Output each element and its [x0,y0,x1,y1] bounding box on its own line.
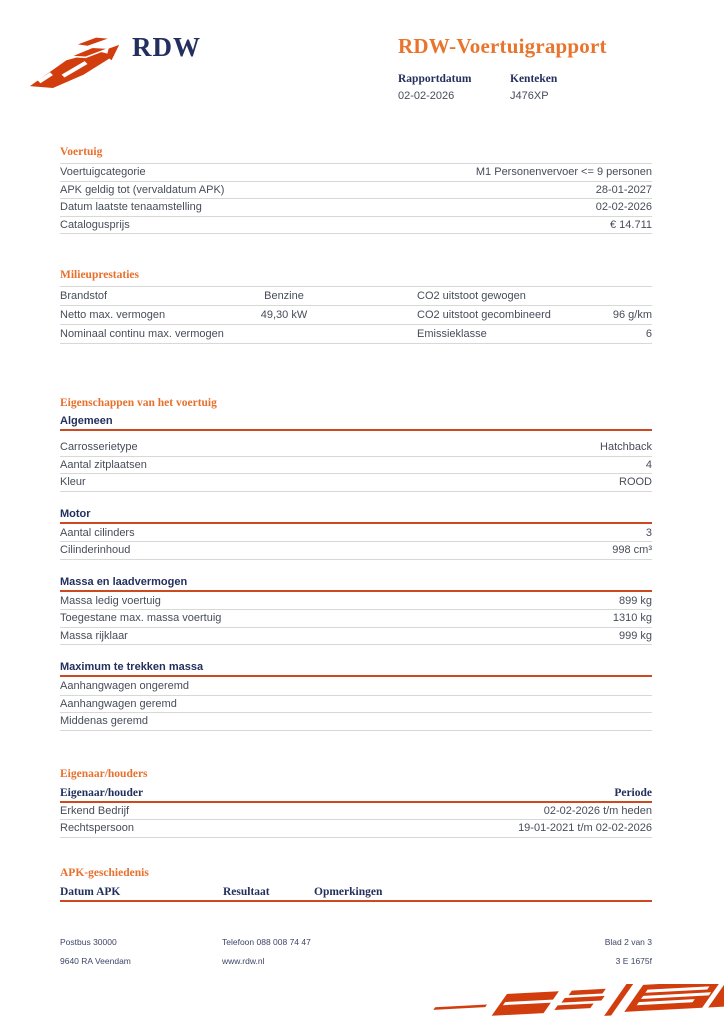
row-value: M1 Personenvervoer <= 9 personen [475,166,652,179]
row-value: 3 [645,526,652,539]
section-title-eigenaar: Eigenaar/houders [60,767,148,780]
row-label: Nominaal continu max. vermogen [60,328,224,340]
row-label: Carrosserietype [60,441,138,454]
milieu-left-cell [60,290,417,302]
report-meta [398,73,622,102]
row-value: 999 kg [618,629,652,642]
footer-page-number: Blad 2 van 3 [604,936,652,947]
row-label: CO2 uitstoot gecombineerd [417,309,551,321]
section-eigenschappen [60,396,652,731]
voertuig-table [60,163,652,234]
milieu-right-cell [417,290,652,302]
table-row [60,287,652,306]
milieu-left-cell [60,309,417,321]
subsection-title: Motor [60,507,91,520]
orange-rule [60,675,652,677]
milieu-table [60,286,652,344]
rdw-stripes-art-icon [404,984,724,1024]
algemeen-table [60,439,652,492]
header-right-block [398,34,622,102]
trekken-massa-table [60,678,652,731]
report-content [60,145,652,902]
row-value: Benzine [264,290,304,302]
subsection-title: Algemeen [60,415,113,427]
footer-postbus: Postbus 30000 [60,936,117,947]
row-label: Aanhangwagen geremd [60,697,177,710]
table-row [60,803,652,821]
table-row [60,217,652,235]
row-label: Netto max. vermogen [60,309,166,321]
subsection-massa [60,576,652,646]
row-label: CO2 uitstoot gewogen [417,290,526,302]
table-row [60,678,652,696]
row-value: 1310 kg [612,612,652,625]
column-header-eigenaar: Eigenaar/houder [60,786,144,799]
subsection-title: Maximum te trekken massa [60,661,204,673]
table-row [60,306,652,325]
license-plate-block [510,73,622,102]
table-row [60,182,652,200]
orange-rule [60,590,652,592]
row-value: 02-02-2026 t/m heden [543,804,652,817]
table-row [60,593,652,611]
report-date-value: 02-02-2026 [398,90,455,102]
row-value: Hatchback [600,441,652,454]
table-row [60,325,652,344]
section-eigenaar [60,767,652,838]
milieu-right-cell [417,309,652,321]
row-value: 49,30 kW [260,309,308,321]
table-row [60,713,652,731]
page-footer [60,932,652,970]
page-title: RDW-Voertuigrapport [398,34,607,58]
table-row [60,457,652,475]
footer-row [60,932,652,951]
row-label: Emissieklasse [417,328,487,340]
row-value: 19-01-2021 t/m 02-02-2026 [518,822,652,835]
row-value: 6 [645,328,652,340]
column-header-resultaat: Resultaat [223,885,270,898]
row-label: Kleur [60,476,86,489]
section-title-eigenschappen: Eigenschappen van het voertuig [60,397,217,409]
column-header-opmerkingen: Opmerkingen [314,885,383,898]
row-label: Massa rijklaar [60,629,128,642]
footer-doc-code: 3 E 1675f [615,955,652,966]
table-row [60,199,652,217]
table-row [60,610,652,628]
column-header-datum-apk: Datum APK [60,885,121,898]
report-date-block [398,73,510,102]
report-header [0,0,724,145]
license-plate-value: J476XP [510,90,549,102]
footer-phone: Telefoon 088 008 74 47 [222,936,311,947]
row-label: Brandstof [60,290,108,302]
table-row [60,439,652,457]
section-title-milieuprestaties: Milieuprestaties [60,269,139,281]
row-value: 28-01-2027 [595,183,652,196]
row-label: Cilinderinhoud [60,544,131,557]
milieu-right-cell [417,328,652,340]
motor-table [60,525,652,560]
footer-row [60,951,652,970]
row-label: Massa ledig voertuig [60,594,161,607]
table-row [60,820,652,838]
subsection-motor [60,508,652,560]
section-title-voertuig: Voertuig [60,146,103,158]
row-label: Voertuigcategorie [60,166,146,179]
report-date-label: Rapportdatum [398,73,472,85]
section-title-apk: APK-geschiedenis [60,866,149,879]
table-row [60,474,652,492]
row-label: Rechtspersoon [60,822,134,835]
row-value: 4 [645,458,652,471]
row-label: Aantal cilinders [60,526,135,539]
table-row [60,696,652,714]
rdw-logo [28,30,201,100]
orange-rule [60,522,652,524]
subsection-algemeen [60,415,652,492]
row-value: ROOD [619,476,652,489]
row-label: Middenas geremd [60,715,149,728]
row-label: APK geldig tot (vervaldatum APK) [60,183,225,196]
section-voertuig [60,145,652,234]
section-apk-geschiedenis [60,866,652,902]
row-value: 899 kg [618,594,652,607]
subsection-trekken-massa [60,661,652,731]
rdw-wordmark: RDW [132,32,201,62]
column-header-periode: Periode [614,786,652,799]
footer-website: www.rdw.nl [222,955,265,966]
row-label: Toegestane max. massa voertuig [60,612,222,625]
row-label: Aantal zitplaatsen [60,458,147,471]
table-row [60,164,652,182]
row-value: € 14.711 [609,218,652,231]
table-row [60,628,652,646]
row-value: 02-02-2026 [595,201,652,214]
milieu-left-cell [60,328,417,340]
footer-city: 9640 RA Veendam [60,955,131,966]
eigenaar-column-headers [60,787,652,799]
eigenaar-table [60,803,652,838]
orange-rule [60,429,652,431]
apk-column-headers [60,886,652,898]
row-label: Catalogusprijs [60,218,130,231]
subsection-title: Massa en laadvermogen [60,575,188,588]
table-row [60,542,652,560]
row-label: Erkend Bedrijf [60,804,130,817]
row-value: 96 g/km [612,309,652,321]
license-plate-label: Kenteken [510,73,558,85]
rdw-flag-icon [28,30,124,100]
row-value: 998 cm³ [612,544,652,557]
massa-table [60,593,652,646]
table-row [60,525,652,543]
row-label: Aanhangwagen ongeremd [60,680,190,693]
orange-rule [60,900,652,902]
section-milieuprestaties [60,268,652,344]
row-label: Datum laatste tenaamstelling [60,201,202,214]
